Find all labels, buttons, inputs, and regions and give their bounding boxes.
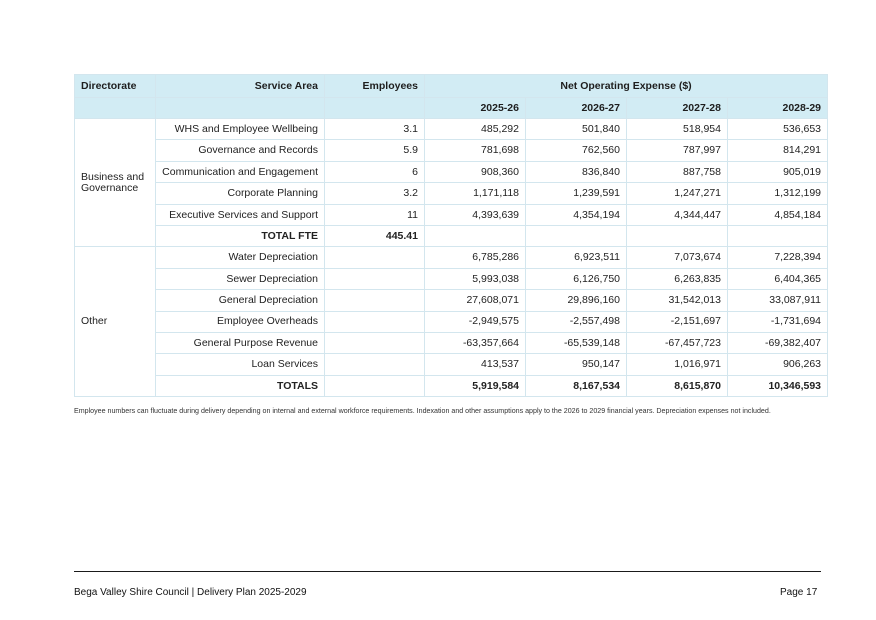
total-value-cell: 8,167,534 — [526, 375, 627, 396]
directorate-cell: Business and Governance — [75, 119, 156, 247]
employees-cell — [325, 332, 425, 353]
value-cell: 29,896,160 — [526, 290, 627, 311]
employees-cell — [325, 290, 425, 311]
table-row — [75, 161, 828, 182]
year-header-row — [75, 98, 828, 119]
value-cell: 6,126,750 — [526, 268, 627, 289]
page-number: Page 17 — [780, 587, 818, 598]
table-row — [75, 268, 828, 289]
table-row — [75, 311, 828, 332]
employees-cell — [325, 247, 425, 268]
value-cell: 6,263,835 — [627, 268, 728, 289]
footer-divider — [74, 571, 821, 572]
value-cell: -2,151,697 — [627, 311, 728, 332]
value-cell — [728, 225, 828, 246]
value-cell: 4,344,447 — [627, 204, 728, 225]
directorate-cell: Other — [75, 247, 156, 397]
employees-cell: 5.9 — [325, 140, 425, 161]
value-cell: 906,263 — [728, 354, 828, 375]
value-cell: -67,457,723 — [627, 332, 728, 353]
employees-cell: 3.1 — [325, 119, 425, 140]
service-area-cell: Loan Services — [156, 354, 325, 375]
total-fte-row — [75, 225, 828, 246]
service-area-cell: Executive Services and Support — [156, 204, 325, 225]
employees-cell: 3.2 — [325, 183, 425, 204]
value-cell: 781,698 — [425, 140, 526, 161]
totals-label: TOTALS — [156, 375, 325, 396]
value-cell: 4,354,194 — [526, 204, 627, 225]
service-area-cell: Communication and Engagement — [156, 161, 325, 182]
value-cell: 908,360 — [425, 161, 526, 182]
value-cell: 814,291 — [728, 140, 828, 161]
value-cell: 887,758 — [627, 161, 728, 182]
table-row — [75, 354, 828, 375]
service-area-cell: Governance and Records — [156, 140, 325, 161]
table-row — [75, 290, 828, 311]
value-cell: -2,949,575 — [425, 311, 526, 332]
total-value-cell: 8,615,870 — [627, 375, 728, 396]
value-cell: 1,016,971 — [627, 354, 728, 375]
total-value-cell: 5,919,584 — [425, 375, 526, 396]
value-cell: 536,653 — [728, 119, 828, 140]
value-cell: 31,542,013 — [627, 290, 728, 311]
value-cell: -2,557,498 — [526, 311, 627, 332]
service-area-cell: WHS and Employee Wellbeing — [156, 119, 325, 140]
value-cell: 6,785,286 — [425, 247, 526, 268]
budget-table — [74, 74, 828, 397]
value-cell: -69,382,407 — [728, 332, 828, 353]
value-cell: 787,997 — [627, 140, 728, 161]
value-cell: 413,537 — [425, 354, 526, 375]
value-cell: 1,171,118 — [425, 183, 526, 204]
col-header-service-area: Service Area — [156, 75, 325, 98]
value-cell: 950,147 — [526, 354, 627, 375]
year-header: 2025-26 — [425, 98, 526, 119]
value-cell: 905,019 — [728, 161, 828, 182]
year-header: 2028-29 — [728, 98, 828, 119]
value-cell: 485,292 — [425, 119, 526, 140]
value-cell: 7,073,674 — [627, 247, 728, 268]
total-fte-value: 445.41 — [325, 225, 425, 246]
service-area-cell: Corporate Planning — [156, 183, 325, 204]
employees-cell — [325, 311, 425, 332]
header-blank — [325, 98, 425, 119]
header-blank — [156, 98, 325, 119]
value-cell: 1,239,591 — [526, 183, 627, 204]
value-cell: 518,954 — [627, 119, 728, 140]
value-cell — [526, 225, 627, 246]
header-blank — [75, 98, 156, 119]
service-area-cell: Employee Overheads — [156, 311, 325, 332]
value-cell: 4,854,184 — [728, 204, 828, 225]
total-value-cell: 10,346,593 — [728, 375, 828, 396]
value-cell: -65,539,148 — [526, 332, 627, 353]
value-cell: -63,357,664 — [425, 332, 526, 353]
footnote: Employee numbers can fluctuate during delivery depending on internal and external workforce requirements. Indexation and other assumptions apply to the 2026 to 2029 financial years. Depreciation expenses not included. — [74, 407, 771, 415]
table-row — [75, 204, 828, 225]
header-row — [75, 75, 828, 98]
value-cell: 7,228,394 — [728, 247, 828, 268]
employees-cell — [325, 354, 425, 375]
service-area-cell: Sewer Depreciation — [156, 268, 325, 289]
value-cell: 1,247,271 — [627, 183, 728, 204]
footer-document-title: Bega Valley Shire Council | Delivery Plan 2025-2029 — [74, 587, 307, 598]
value-cell: 33,087,911 — [728, 290, 828, 311]
col-header-directorate: Directorate — [75, 75, 156, 98]
employees-cell — [325, 375, 425, 396]
col-header-employees: Employees — [325, 75, 425, 98]
service-area-cell: Water Depreciation — [156, 247, 325, 268]
table-row — [75, 332, 828, 353]
table-row — [75, 140, 828, 161]
table-row — [75, 119, 828, 140]
value-cell: 836,840 — [526, 161, 627, 182]
year-header: 2027-28 — [627, 98, 728, 119]
table-row — [75, 247, 828, 268]
table-row — [75, 183, 828, 204]
employees-cell — [325, 268, 425, 289]
service-area-cell: General Depreciation — [156, 290, 325, 311]
totals-row — [75, 375, 828, 396]
employees-cell: 6 — [325, 161, 425, 182]
col-header-net-operating: Net Operating Expense ($) — [425, 75, 828, 98]
value-cell — [425, 225, 526, 246]
value-cell: 5,993,038 — [425, 268, 526, 289]
value-cell: 762,560 — [526, 140, 627, 161]
value-cell: 6,923,511 — [526, 247, 627, 268]
year-header: 2026-27 — [526, 98, 627, 119]
value-cell: 1,312,199 — [728, 183, 828, 204]
value-cell: 27,608,071 — [425, 290, 526, 311]
value-cell — [627, 225, 728, 246]
value-cell: -1,731,694 — [728, 311, 828, 332]
service-area-cell: General Purpose Revenue — [156, 332, 325, 353]
value-cell: 4,393,639 — [425, 204, 526, 225]
employees-cell: 11 — [325, 204, 425, 225]
total-fte-label: TOTAL FTE — [156, 225, 325, 246]
value-cell: 501,840 — [526, 119, 627, 140]
value-cell: 6,404,365 — [728, 268, 828, 289]
